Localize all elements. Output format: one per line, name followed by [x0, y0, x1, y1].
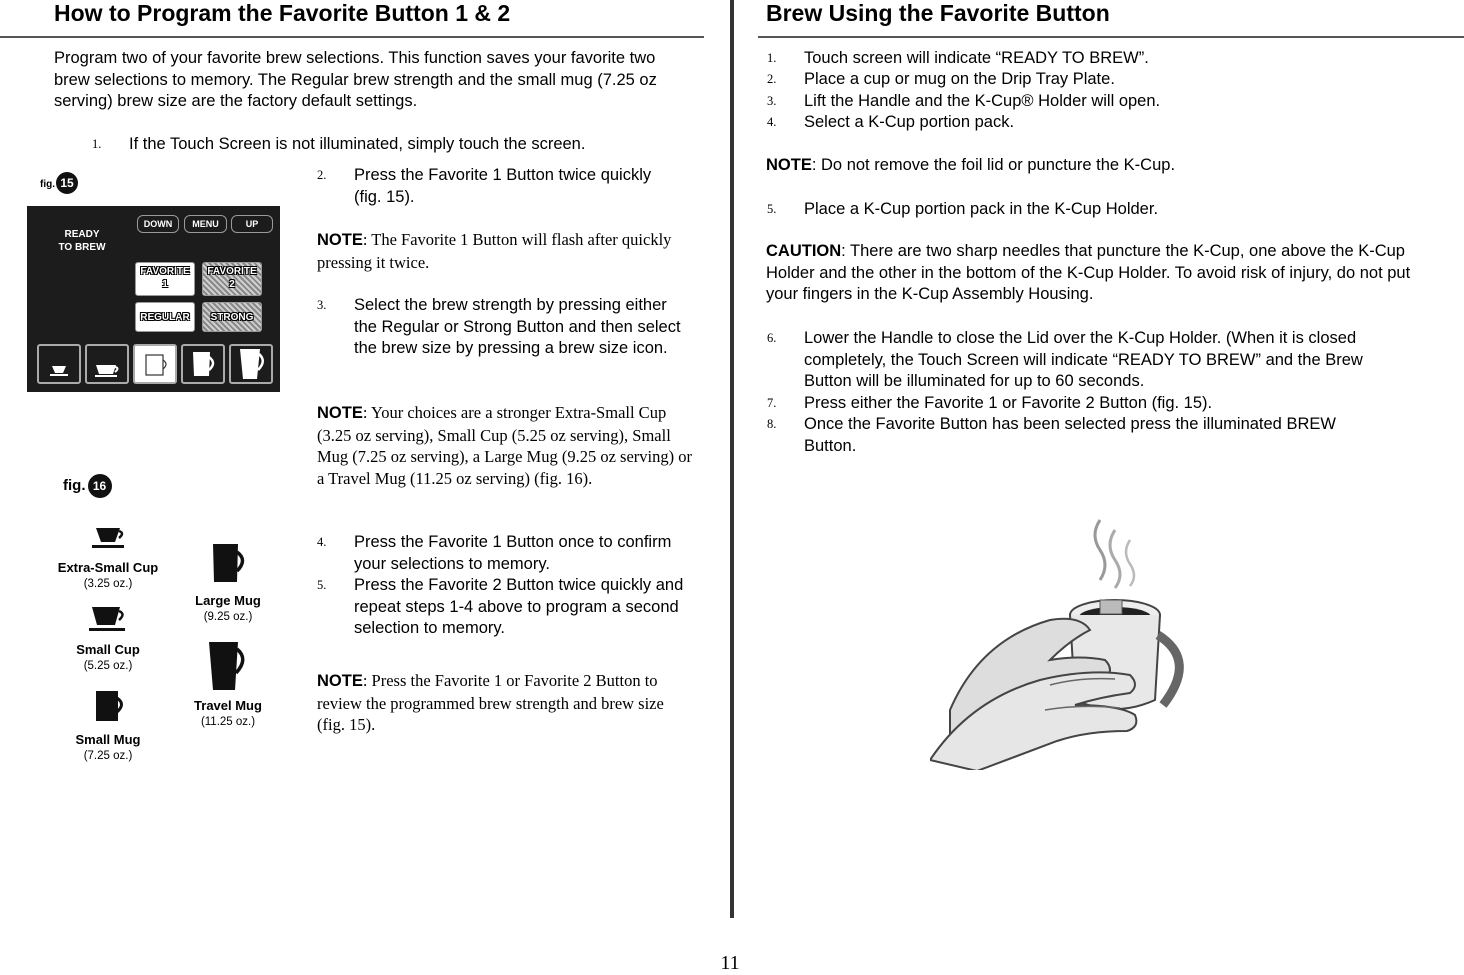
step-number: 8. [767, 417, 777, 431]
small-mug-button[interactable] [133, 344, 177, 384]
favorite-2-button[interactable] [202, 262, 262, 296]
step-text: Press the Favorite 2 Button twice quickly and repeat steps 1-4 above to program a second selection to memory. [354, 576, 684, 637]
extra-small-cup-label: Extra-Small Cup [57, 560, 159, 575]
note-label: NOTE [766, 156, 812, 174]
favorite-1-label: FAVORITE [140, 266, 190, 277]
step-text: If the Touch Screen is not illuminated, simply touch the screen. [129, 135, 586, 153]
travel-mug-button[interactable] [229, 344, 273, 384]
column-divider [730, 0, 734, 918]
step-text: Select a K-Cup portion pack. [804, 113, 1015, 131]
step-text: Place a K-Cup portion pack in the K-Cup Holder. [804, 200, 1159, 218]
note-text: : Your choices are a stronger Extra-Small Cup (3.25 oz serving), Small Cup (5.25 oz serving), Small Mug (7.25 oz serving), a Large Mug (9.25 oz serving) or a Travel Mug (11.25 oz serving) (fig. 16). [317, 403, 692, 488]
step-text: Once the Favorite Button has been selected press the illuminated BREW Button. [804, 415, 1336, 455]
to-brew-text: TO BREW [58, 242, 106, 253]
caution-needles [766, 241, 1416, 306]
right-title-rule [758, 36, 1464, 38]
down-button[interactable]: DOWN [137, 215, 179, 233]
extra-small-cup-size: (3.25 oz.) [83, 578, 133, 590]
step-number: 5. [767, 202, 777, 216]
step-number: 3. [317, 298, 327, 312]
ready-status [47, 228, 117, 254]
step-text: Lower the Handle to close the Lid over the K-Cup Holder. (When it is closed completely, the Touch Screen will indicate “READY TO BREW” and the Brew Button will be illuminated for up to 60 seconds. [804, 329, 1363, 390]
step-number: 1. [767, 51, 777, 65]
fig16-badge [63, 474, 112, 498]
left-intro-paragraph: Program two of your favorite brew selections. This function saves your favorite two brew selections to memory. The Regular brew strength and the small mug (7.25 oz serving) brew size are the factory default settings. [54, 49, 657, 110]
note-favorite-flash [317, 229, 692, 273]
small-cup-size: (5.25 oz.) [83, 660, 133, 672]
travel-mug-icon [231, 346, 271, 382]
favorite-1-button[interactable] [135, 262, 195, 296]
small-cup-icon [86, 603, 130, 635]
favorite-2-label: FAVORITE [207, 266, 257, 277]
note-label: NOTE [317, 231, 363, 249]
fig15-number: 15 [56, 172, 78, 194]
small-mug-size: (7.25 oz.) [83, 750, 133, 762]
large-mug-button[interactable] [181, 344, 225, 384]
note-label: NOTE [317, 672, 363, 690]
caution-label: CAUTION [766, 242, 842, 260]
favorite-2-number: 2 [229, 279, 235, 290]
fig16-label: fig. [63, 477, 86, 494]
fig15-label: fig. [40, 179, 55, 190]
small-cup-label: Small Cup [76, 642, 140, 657]
note-label: NOTE [317, 404, 363, 422]
step-number: 2. [317, 168, 327, 182]
menu-button[interactable]: MENU [184, 215, 227, 233]
step-number: 4. [317, 535, 327, 549]
step-number: 4. [767, 115, 777, 129]
note-brew-sizes [317, 402, 692, 489]
travel-mug-icon [207, 640, 251, 692]
hands-holding-mug-illustration [930, 510, 1190, 770]
fig15-badge [40, 172, 78, 194]
small-mug-icon [92, 688, 128, 724]
step-text: Lift the Handle and the K-Cup® Holder will open. [804, 92, 1161, 110]
step-text: Place a cup or mug on the Drip Tray Plate. [804, 70, 1115, 88]
step-number: 7. [767, 396, 777, 410]
strong-button[interactable] [202, 302, 262, 332]
strong-label: STRONG [210, 312, 254, 323]
favorite-1-number: 1 [162, 279, 168, 290]
step-number: 1. [92, 137, 102, 151]
left-title-rule [0, 36, 704, 38]
large-mug-size: (9.25 oz.) [203, 611, 253, 623]
note-text: : The Favorite 1 Button will flash after quickly pressing it twice. [317, 230, 672, 272]
up-button[interactable]: UP [231, 215, 273, 233]
fig16-number: 16 [88, 474, 112, 498]
step-text: Press the Favorite 1 Button once to confirm your selections to memory. [354, 533, 672, 573]
step-text: Select the brew strength by pressing either the Regular or Strong Button and then select the brew size by pressing a brew size icon. [354, 296, 681, 357]
large-mug-icon [210, 542, 250, 584]
right-section-title: Brew Using the Favorite Button [766, 0, 1110, 26]
caution-text: : There are two sharp needles that puncture the K-Cup, one above the K-Cup Holder and the other in the bottom of the K-Cup Holder. To avoid risk of injury, do not put your fingers in the K-Cup Assembly Housing. [766, 242, 1411, 303]
left-section-title: How to Program the Favorite Button 1 & 2 [54, 0, 511, 26]
step-number: 3. [767, 94, 777, 108]
ready-text: READY [64, 229, 100, 240]
extra-small-cup-button[interactable] [37, 344, 81, 384]
small-cup-icon [87, 346, 127, 382]
step-text: Press either the Favorite 1 or Favorite 2 Button (fig. 15). [804, 394, 1213, 412]
small-cup-button[interactable] [85, 344, 129, 384]
step-number: 6. [767, 331, 777, 345]
step-text: Touch screen will indicate “READY TO BREW”. [804, 49, 1149, 67]
small-mug-icon [135, 346, 175, 382]
step-number: 2. [767, 72, 777, 86]
note-review-program [317, 670, 692, 736]
large-mug-icon [183, 346, 223, 382]
note-text: : Press the Favorite 1 or Favorite 2 Button to review the programmed brew strength and brew size (fig. 15). [317, 671, 664, 734]
regular-label: REGULAR [140, 312, 190, 323]
note-foil-lid [766, 155, 1406, 177]
regular-button[interactable] [135, 302, 195, 332]
travel-mug-label: Travel Mug [194, 698, 262, 713]
travel-mug-size: (11.25 oz.) [200, 716, 256, 728]
step-text: Press the Favorite 1 Button twice quickly (fig. 15). [354, 166, 652, 206]
large-mug-label: Large Mug [195, 593, 261, 608]
small-mug-label: Small Mug [75, 732, 141, 747]
page-number: 11 [720, 952, 740, 974]
step-number: 5. [317, 578, 327, 592]
extra-small-cup-icon [39, 346, 79, 382]
extra-small-cup-icon [88, 524, 128, 552]
note-text: : Do not remove the foil lid or puncture the K-Cup. [811, 156, 1176, 174]
